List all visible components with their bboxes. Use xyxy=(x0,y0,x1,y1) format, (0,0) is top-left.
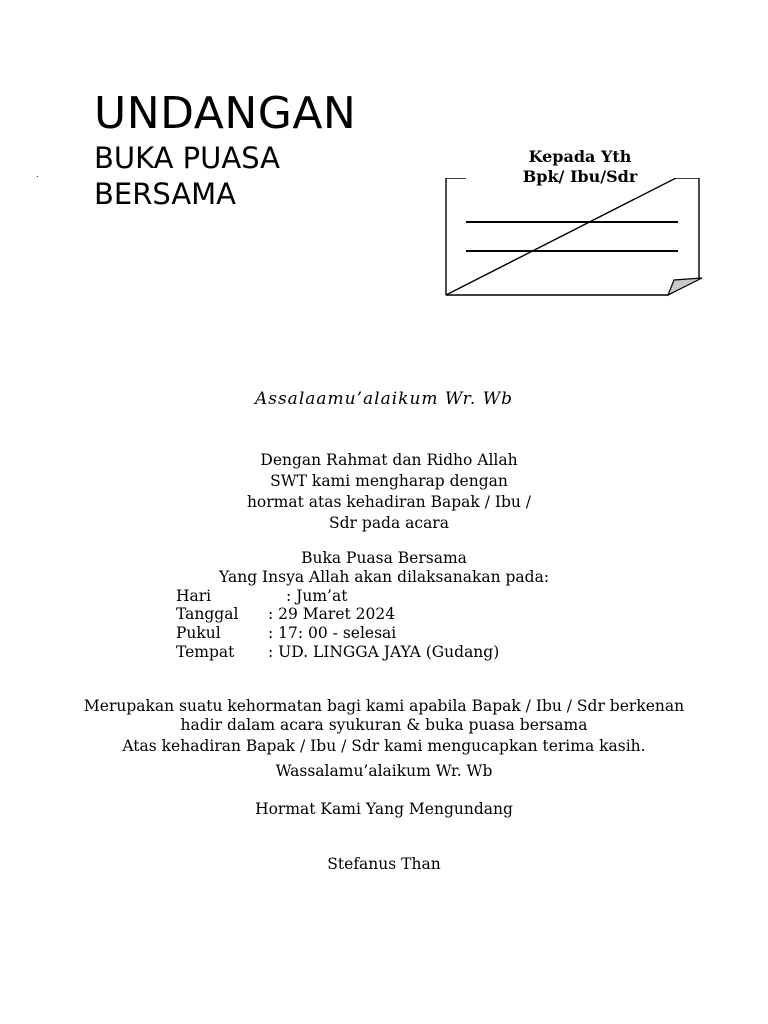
signoff-line: Hormat Kami Yang Mengundang xyxy=(255,800,513,818)
detail-value: : 17: 00 - selesai xyxy=(268,624,397,642)
address-note-box xyxy=(440,178,710,302)
closing-line1: Merupakan suatu kehormatan bagi kami apabila Bapak / Ibu / Sdr berkenan xyxy=(83,697,685,715)
invitation-title: UNDANGAN xyxy=(94,88,357,139)
intro-line2: SWT kami mengharap dengan xyxy=(270,472,508,490)
detail-label: Tanggal xyxy=(176,605,239,623)
intro-line3: hormat atas kehadiran Bapak / Ibu / xyxy=(246,493,532,511)
event-announcement: Yang Insya Allah akan dilaksanakan pada: xyxy=(218,568,550,586)
note-outline xyxy=(446,178,699,295)
detail-row-date xyxy=(176,605,395,623)
detail-value: : 29 Maret 2024 xyxy=(268,605,396,623)
detail-value: : Jum’at xyxy=(286,587,348,605)
thanks-line: Atas kehadiran Bapak / Ibu / Sdr kami mengucapkan terima kasih. xyxy=(122,737,646,755)
intro-line1: Dengan Rahmat dan Ridho Allah xyxy=(260,451,518,469)
closing-line2: hadir dalam acara syukuran & buka puasa bersama xyxy=(180,716,588,734)
addressee-line1: Kepada Yth xyxy=(528,147,632,166)
detail-label: Tempat xyxy=(176,643,235,661)
invitation-subtitle-line2: BERSAMA xyxy=(94,177,237,211)
detail-row-place xyxy=(176,643,499,661)
opening-greeting: Assalaamu’alaikum Wr. Wb xyxy=(254,389,514,409)
detail-row-day xyxy=(176,587,347,605)
detail-label: Pukul xyxy=(176,624,221,642)
detail-label: Hari xyxy=(176,587,212,605)
detail-value: : UD. LINGGA JAYA (Gudang) xyxy=(268,643,500,661)
intro-line4: Sdr pada acara xyxy=(329,514,449,532)
closing-greeting: Wassalamu’alaikum Wr. Wb xyxy=(275,762,493,780)
stray-mark: . xyxy=(36,170,39,179)
invitation-subtitle-line1: BUKA PUASA xyxy=(94,141,281,175)
intro-paragraph xyxy=(214,450,564,534)
signer-name: Stefanus Than xyxy=(327,855,441,873)
event-name: Buka Puasa Bersama xyxy=(301,549,467,567)
closing-paragraph xyxy=(0,697,768,735)
detail-row-time xyxy=(176,624,396,642)
addressee-line2: Bpk/ Ibu/Sdr xyxy=(522,167,638,186)
